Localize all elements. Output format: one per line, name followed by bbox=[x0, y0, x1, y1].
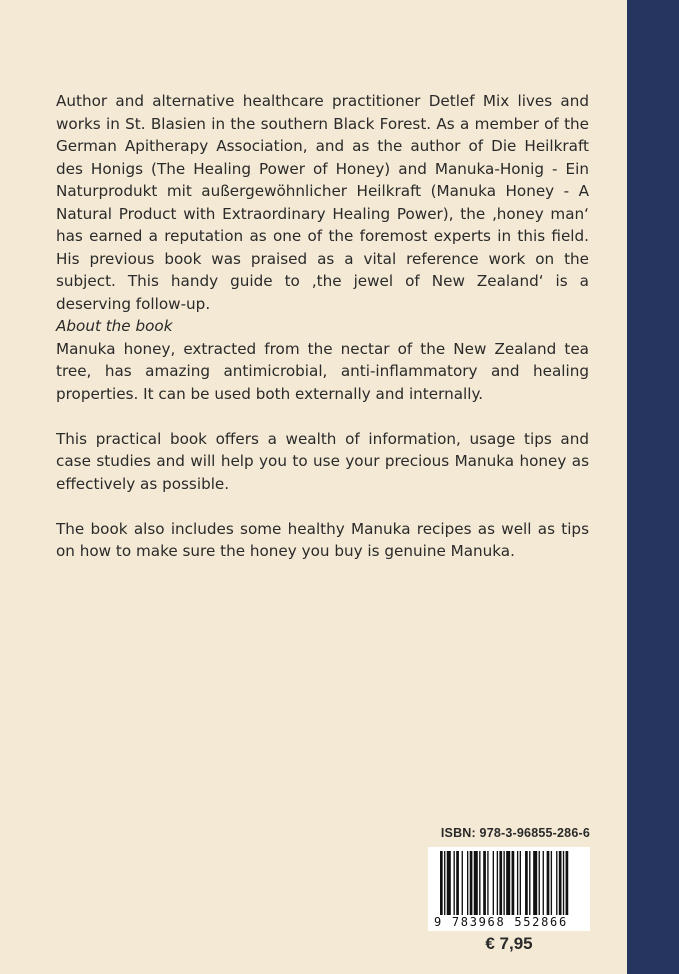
barcode-bar bbox=[462, 851, 463, 923]
barcode-bar bbox=[539, 851, 540, 923]
barcode-bar bbox=[447, 851, 451, 923]
barcode-bar bbox=[512, 851, 515, 923]
isbn-label: ISBN: 978-3-96855-286-6 bbox=[440, 826, 590, 840]
barcode-bar bbox=[456, 851, 459, 923]
barcode-bar bbox=[533, 851, 537, 923]
price: € 7,95 bbox=[485, 934, 533, 953]
about-paragraph-2: This practical book offers a wealth of information, usage tips and case studies and will help you to use your precious Manuka honey as effectively as possible. bbox=[56, 429, 589, 493]
barcode-bar bbox=[493, 851, 494, 923]
author-bio: Author and alternative healthcare practitioner Detlef Mix lives and works in St. Blasien in the southern Black Forest. As a member of the German Apitherapy Association, and as the author of Die Heilkraft des Honigs (The Healing Power of Honey) and Manuka-Honig - Ein Naturprodukt mit außergewöhnlicher Heilkraft (Manuka Honey - A Natural Product with Extraordinary Healing Power), the ‚honey man‘ has earned a reputation as one of the foremost experts in this field. His previous book was praised as a vital reference work on the subject. This handy guide to ‚the jewel of New Zealand‘ is a deserving follow-up. bbox=[56, 92, 589, 313]
barcode-bar bbox=[506, 851, 510, 923]
barcode-bar bbox=[525, 851, 528, 923]
barcode-bar bbox=[487, 851, 488, 923]
barcode-digits: 9 783968 552866 bbox=[434, 915, 584, 929]
barcode-bar bbox=[547, 851, 550, 923]
back-cover-text bbox=[56, 90, 589, 563]
spine-band bbox=[627, 0, 679, 974]
barcode-bar bbox=[556, 851, 557, 923]
barcode-bar bbox=[444, 851, 445, 923]
barcode-bar bbox=[563, 851, 564, 923]
barcode-bar bbox=[483, 851, 486, 923]
about-paragraph-1: Manuka honey, extracted from the nectar of the New Zealand tea tree, has amazing antimicrobial, anti-inflammatory and healing properties. It can be used both externally and internally. bbox=[56, 339, 589, 403]
barcode-bar bbox=[529, 851, 530, 923]
barcode-bar bbox=[440, 851, 443, 923]
barcode-bar bbox=[467, 851, 468, 923]
barcode bbox=[428, 847, 590, 931]
barcode-bar bbox=[497, 851, 498, 923]
barcode-bar bbox=[551, 851, 552, 923]
barcode-bar bbox=[470, 851, 473, 923]
barcode-bar bbox=[520, 851, 521, 923]
barcode-bar bbox=[499, 851, 502, 923]
barcode-bar bbox=[503, 851, 504, 923]
about-heading: About the book bbox=[56, 317, 173, 335]
barcode-bar bbox=[479, 851, 480, 923]
barcode-bar bbox=[517, 851, 518, 923]
about-paragraph-3: The book also includes some healthy Manuka recipes as well as tips on how to make sure the honey you buy is genuine Manuka. bbox=[56, 519, 589, 560]
barcode-bar bbox=[566, 851, 569, 923]
barcode-bar bbox=[454, 851, 455, 923]
barcode-bar bbox=[559, 851, 562, 923]
barcode-bar bbox=[543, 851, 544, 923]
barcode-bar bbox=[474, 851, 478, 923]
